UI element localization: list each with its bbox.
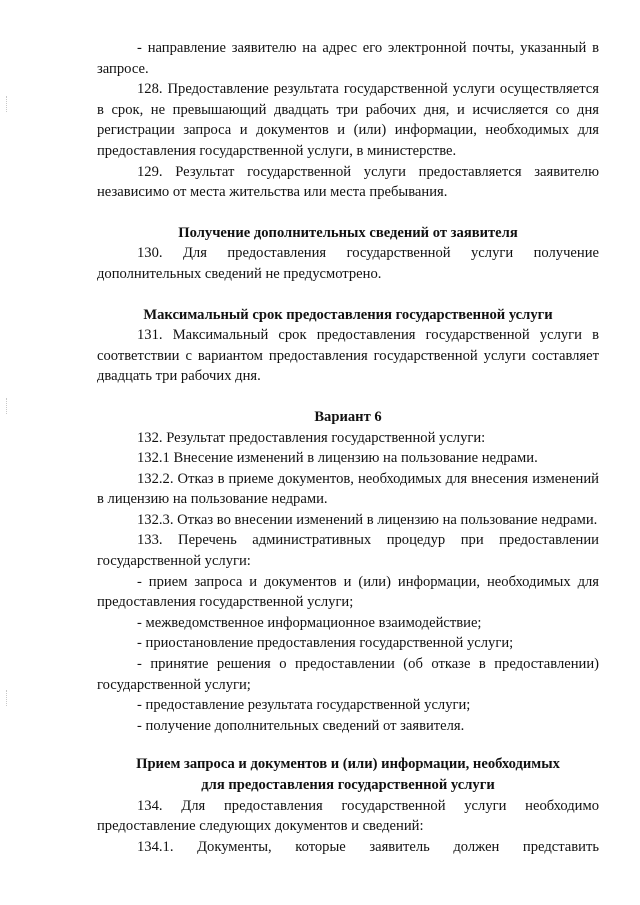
section-heading-variant: Вариант 6 [314, 408, 382, 425]
section-heading-request-line2: для предоставления государственной услуги [201, 777, 495, 793]
list-item: - межведомственное информационное взаимодействие; [137, 614, 482, 631]
list-item: - получение дополнительных сведений от заявителя. [137, 717, 465, 734]
paragraph-128: 128. Предоставление результата государственной услуги осуществляется в срок, не превышающий двадцать три рабочих дня, и исчисляется со дня регистрации запроса и документов и (или) информации, необходимых для предоставления государственной услуги, в министерстве. [97, 81, 599, 159]
list-item: - приостановление предоставления государственной услуги; [137, 635, 514, 652]
paragraph-130: 130. Для предоставления государственной услуги получение дополнительных сведений не предусмотрено. [97, 245, 599, 282]
section-heading-additional-info: Получение дополнительных сведений от заявителя [178, 224, 518, 241]
paragraph-132-2: 132.2. Отказ в приеме документов, необходимых для внесения изменений в лицензию на пользование недрами. [97, 470, 599, 508]
paragraph-129: 129. Результат государственной услуги предоставляется заявителю независимо от места жительства или места пребывания. [97, 163, 599, 201]
margin-mark [6, 96, 9, 112]
margin-mark [6, 690, 9, 706]
paragraph-134-1: 134.1. Документы, которые заявитель должен представить [137, 838, 599, 855]
list-item: - принятие решения о предоставлении (об отказе в предоставлении) государственной услуги; [97, 656, 599, 693]
section-heading-max-term: Максимальный срок предоставления государственной услуги [143, 306, 553, 323]
document-page [97, 38, 599, 857]
paragraph-134: 134. Для предоставления государственной услуги необходимо предоставление следующих документов и сведений: [97, 797, 599, 835]
list-item: - направление заявителю на адрес его электронной почты, указанный в запросе. [97, 40, 599, 77]
paragraph-132: 132. Результат предоставления государственной услуги: [137, 429, 486, 446]
paragraph-132-3: 132.3. Отказ во внесении изменений в лицензию на пользование недрами. [137, 511, 598, 528]
section-heading-request: Прием запроса и документов и (или) информации, необходимых [136, 756, 560, 773]
list-item: - предоставление результата государственной услуги; [137, 697, 471, 714]
margin-mark [6, 398, 9, 414]
paragraph-133: 133. Перечень административных процедур при предоставлении государственной услуги: [97, 532, 599, 570]
paragraph-131: 131. Максимальный срок предоставления государственной услуги в соответствии с вариантом предоставления государственной услуги составляет двадцать три рабочих дня. [97, 327, 599, 385]
list-item: - прием запроса и документов и (или) информации, необходимых для предоставления государственной услуги; [97, 573, 599, 611]
paragraph-132-1: 132.1 Внесение изменений в лицензию на пользование недрами. [137, 450, 538, 467]
